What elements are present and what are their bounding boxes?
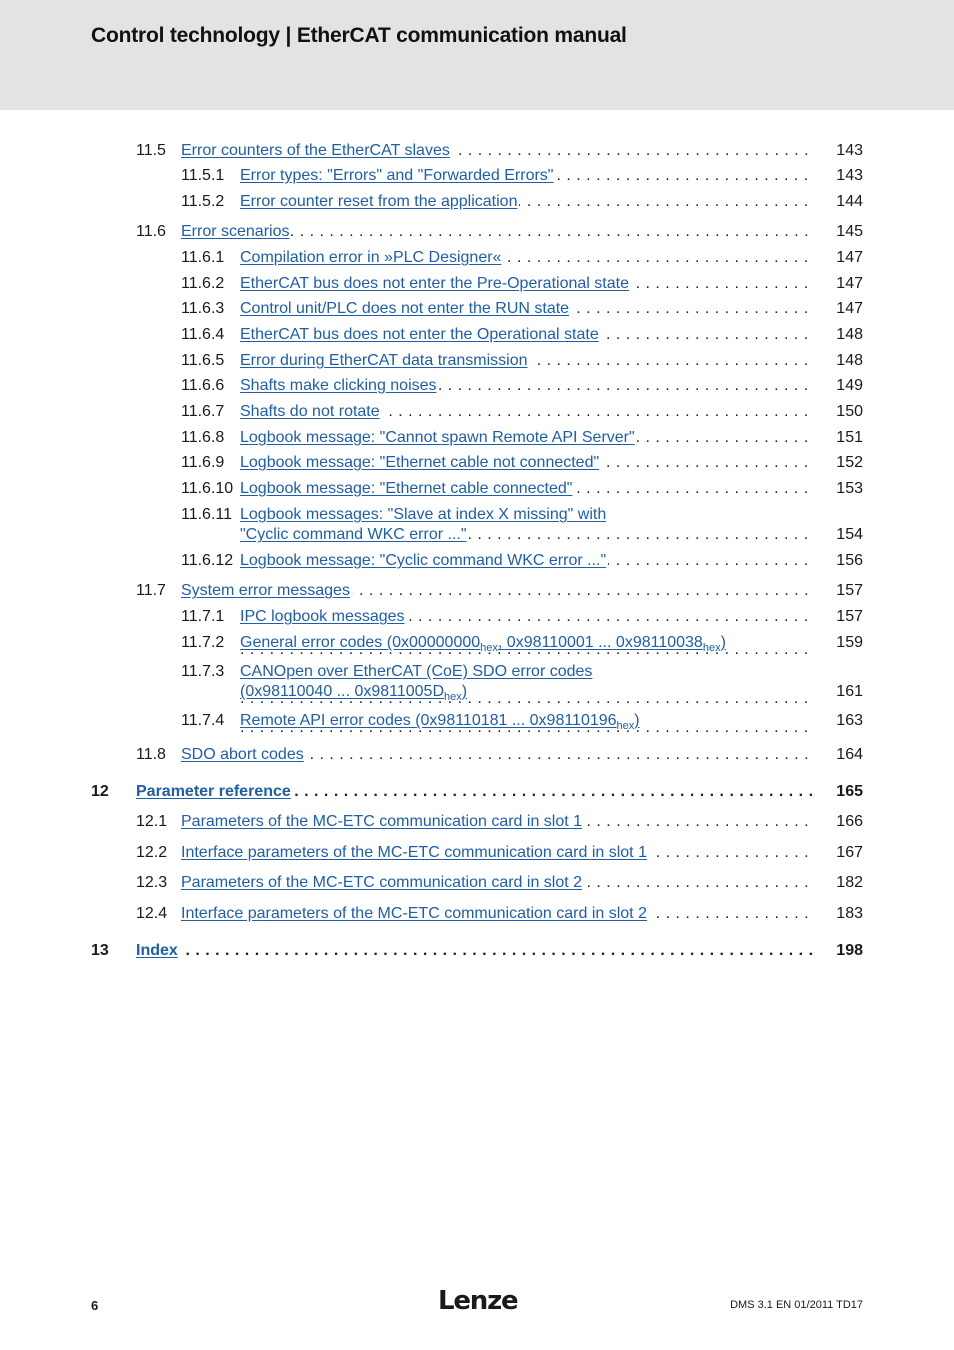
- toc-entry-number: 12.1: [136, 813, 168, 830]
- toc-entry-number: 11.6.7: [181, 403, 225, 420]
- toc-entry-link[interactable]: Logbook message: "Ethernet cable not connected": [240, 454, 600, 471]
- toc-entry-number: 12.4: [136, 905, 168, 922]
- toc-entry-number: 11.6.9: [181, 454, 225, 471]
- toc-entry-number: 12.2: [136, 844, 168, 861]
- toc-entry-page: 183: [836, 905, 863, 922]
- toc-entry-page: 157: [836, 582, 863, 599]
- toc-entry-link[interactable]: Error types: "Errors" and "Forwarded Errors": [240, 167, 554, 184]
- toc-entry-link[interactable]: Parameters of the MC-ETC communication card in slot 1: [181, 813, 583, 830]
- toc-entry-link[interactable]: SDO abort codes: [181, 746, 304, 763]
- toc-entry-number: 11.6.6: [181, 377, 225, 394]
- toc-entry-page: 147: [836, 275, 863, 292]
- toc-entry-page: 198: [836, 942, 863, 959]
- toc-entry-page: 148: [836, 326, 863, 343]
- toc-entry-page: 152: [836, 454, 863, 471]
- toc-entry-page: 151: [836, 429, 863, 446]
- toc-entry-text: General error codes (0x00000000: [240, 634, 481, 651]
- toc-entry-page: 147: [836, 300, 863, 317]
- toc-entry-text: Remote API error codes (0x98110181 ... 0x98110196: [240, 712, 617, 729]
- toc-entry-number: 11.5: [136, 142, 166, 159]
- toc-entry-number: 11.7: [136, 582, 166, 599]
- toc-entry-number: 11.5.2: [181, 193, 225, 210]
- toc-entry-link[interactable]: Interface parameters of the MC-ETC communication card in slot 2: [181, 905, 647, 922]
- toc-entry-page: 145: [836, 223, 863, 240]
- toc-entry-link[interactable]: "Cyclic command WKC error ...": [240, 526, 467, 543]
- toc-entry-number: 11.7.2: [181, 634, 225, 651]
- toc-entry-number: 11.6.10: [181, 480, 234, 497]
- toc-entry-link[interactable]: EtherCAT bus does not enter the Pre-Operational state: [240, 275, 629, 292]
- toc-entry-link[interactable]: [240, 634, 728, 654]
- toc-entry-page: 149: [836, 377, 863, 394]
- toc-entry-link[interactable]: Index: [136, 942, 178, 959]
- toc-entry-page: 182: [836, 874, 863, 891]
- toc-entry-link[interactable]: IPC logbook messages: [240, 608, 405, 625]
- toc-entry-number: 11.5.1: [181, 167, 225, 184]
- toc-entry-page: 166: [836, 813, 863, 830]
- toc-entry-link[interactable]: Parameter reference: [136, 783, 291, 800]
- toc-entry-number: 11.6.8: [181, 429, 225, 446]
- toc-entry-number: 12.3: [136, 874, 168, 891]
- document-id: DMS 3.1 EN 01/2011 TD17: [730, 1299, 863, 1311]
- toc-entry-number: 11.8: [136, 746, 166, 763]
- toc-entry-page: 163: [836, 712, 863, 729]
- toc-entry-page: 153: [836, 480, 863, 497]
- toc-entry-page: 167: [836, 844, 863, 861]
- toc-entry-link[interactable]: EtherCAT bus does not enter the Operational state: [240, 326, 599, 343]
- toc-entry-number: 11.7.4: [181, 712, 225, 729]
- toc-entry-number: 11.6.2: [181, 275, 225, 292]
- toc-entry-page: 156: [836, 552, 863, 569]
- toc-entry-page: 165: [836, 783, 863, 800]
- toc-entry-link[interactable]: Parameters of the MC-ETC communication card in slot 2: [181, 874, 583, 891]
- toc-entry-link[interactable]: Logbook message: "Cyclic command WKC error ...": [240, 552, 607, 569]
- toc-entry-text: ): [461, 683, 468, 700]
- lenze-logo: Lenze: [438, 1286, 518, 1316]
- toc-entry-link[interactable]: Error scenarios: [181, 223, 290, 240]
- toc-entry-page: 157: [836, 608, 863, 625]
- toc-entry-page: 150: [836, 403, 863, 420]
- toc-entry-link[interactable]: Shafts make clicking noises: [240, 377, 437, 394]
- toc-entry-page: 161: [836, 683, 863, 700]
- hex-subscript: hex: [616, 720, 635, 732]
- toc-entry-number: 11.6: [136, 223, 166, 240]
- toc-entry-number: 11.6.1: [181, 249, 225, 266]
- toc-entry-number: 11.6.11: [181, 506, 233, 523]
- page-number: 6: [91, 1298, 99, 1313]
- toc-entry-page: 143: [836, 142, 863, 159]
- page-header: [0, 0, 954, 110]
- hex-subscript: hex: [444, 691, 462, 703]
- toc-entry-page: 143: [836, 167, 863, 184]
- toc-entry-text: , 0x98110001 ... 0x98110038: [497, 634, 703, 651]
- toc-entry-link[interactable]: Shafts do not rotate: [240, 403, 380, 420]
- toc-entry-link[interactable]: Error counter reset from the application: [240, 193, 518, 210]
- toc-entry-link[interactable]: Logbook messages: "Slave at index X missing" with: [240, 506, 607, 523]
- toc-entry-page: 154: [836, 526, 863, 543]
- toc-entry-number: 11.7.1: [181, 608, 225, 625]
- toc-entry-number: 13: [91, 942, 109, 959]
- toc-entry-number: 11.6.5: [181, 352, 225, 369]
- toc-entry-link[interactable]: Interface parameters of the MC-ETC communication card in slot 1: [181, 844, 647, 861]
- header-title: Control technology | EtherCAT communication manual: [91, 24, 627, 47]
- toc-entry-page: 159: [836, 634, 863, 651]
- toc-entry-text: (0x98110040 ... 0x9811005D: [240, 683, 445, 700]
- toc-entry-number: 11.6.12: [181, 552, 234, 569]
- toc-entry-link[interactable]: Compilation error in »PLC Designer«: [240, 249, 502, 266]
- toc-entry-link[interactable]: [240, 683, 469, 703]
- toc-entry-text: ): [720, 634, 726, 651]
- toc-entry-link[interactable]: Error during EtherCAT data transmission: [240, 352, 528, 369]
- toc-entry-link[interactable]: Error counters of the EtherCAT slaves: [181, 142, 450, 159]
- toc-entry-page: 148: [836, 352, 863, 369]
- toc-entry-page: 147: [836, 249, 863, 266]
- toc-entry-number: 12: [91, 783, 109, 800]
- toc-entry-text: ): [634, 712, 640, 729]
- toc-entry-link[interactable]: [240, 712, 642, 732]
- toc-entry-link[interactable]: Control unit/PLC does not enter the RUN state: [240, 300, 570, 317]
- toc-entry-link[interactable]: [240, 663, 594, 680]
- hex-subscript: hex: [480, 642, 498, 654]
- toc-entry-page: 144: [836, 193, 863, 210]
- hex-subscript: hex: [702, 642, 721, 654]
- toc-entry-text: CANOpen over EtherCAT (CoE) SDO error codes: [240, 663, 593, 680]
- toc-entry-link[interactable]: Logbook message: "Ethernet cable connected": [240, 480, 573, 497]
- toc-entry-link[interactable]: Logbook message: "Cannot spawn Remote API Server": [240, 429, 635, 446]
- toc-entry-link[interactable]: System error messages: [181, 582, 350, 599]
- toc-entry-page: 164: [836, 746, 863, 763]
- toc-entry-number: 11.7.3: [181, 663, 225, 680]
- toc-entry-number: 11.6.3: [181, 300, 225, 317]
- toc-entry-number: 11.6.4: [181, 326, 225, 343]
